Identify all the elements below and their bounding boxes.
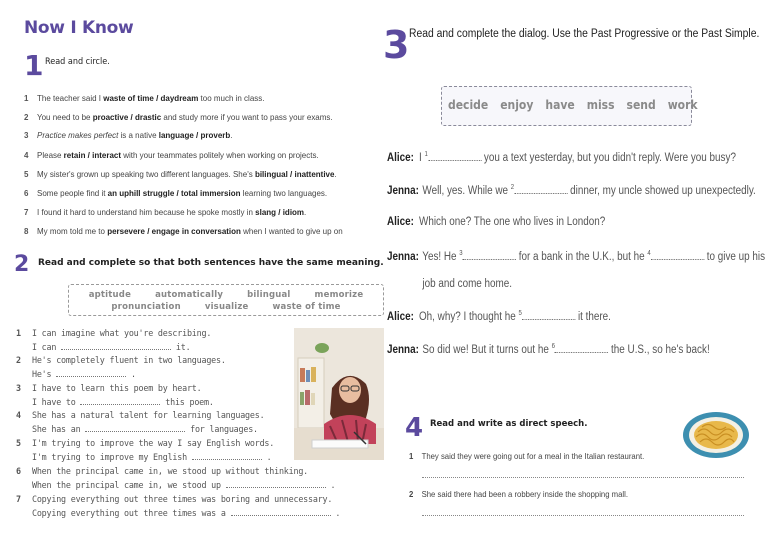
item-number: 2 <box>24 112 29 122</box>
speaker-name: Alice: <box>387 216 414 228</box>
item-number: 4 <box>16 410 21 420</box>
item-number: 1 <box>24 93 29 103</box>
answer-blank[interactable] <box>56 368 126 377</box>
spaghetti-plate-icon <box>682 410 750 460</box>
item-text: Practice makes perfect <box>37 130 119 140</box>
option-a[interactable]: proactive <box>92 112 129 122</box>
sentence-text: Copying everything out three times was a <box>32 508 231 518</box>
item-text: and study more if you want to pass your exams. <box>161 112 333 122</box>
option-separator: / <box>153 93 161 103</box>
option-a[interactable]: an uphill struggle <box>107 188 175 198</box>
item-text: . <box>304 207 307 217</box>
answer-blank[interactable] <box>428 150 481 161</box>
option-a[interactable]: language <box>158 130 194 140</box>
answer-blank[interactable] <box>555 342 608 353</box>
dialog-line <box>387 150 736 164</box>
item-number: 2 <box>16 355 21 365</box>
item-text: You need to be <box>37 112 93 122</box>
sentence-text: I have to learn this poem by heart. <box>32 383 202 393</box>
speaker-name: Alice: <box>387 152 414 164</box>
circle-item <box>24 226 343 236</box>
answer-blank[interactable] <box>463 249 516 260</box>
option-separator: / <box>144 226 152 236</box>
answer-blank[interactable] <box>192 451 262 460</box>
section-1-number: 1 <box>24 49 44 82</box>
blank-number: 3 <box>459 250 463 258</box>
word-bank-word: enjoy <box>500 98 534 112</box>
speech-item <box>409 489 628 499</box>
rewrite-original <box>16 383 201 393</box>
section-4-instruction: Read and write as direct speech. <box>430 419 588 429</box>
rewrite-target <box>32 479 335 490</box>
item-text: My sister's grown up speaking two different languages. She's <box>37 169 255 179</box>
section-3-number: 3 <box>383 23 410 67</box>
dialog-line <box>387 216 605 228</box>
option-b[interactable]: drastic <box>134 112 162 122</box>
circle-item <box>24 169 337 179</box>
item-number: 1 <box>16 328 21 338</box>
item-number: 7 <box>24 207 29 217</box>
option-a[interactable]: slang <box>255 207 277 217</box>
circle-item <box>24 188 327 198</box>
word-bank-word: work <box>667 98 698 112</box>
dialog-text: you a text yesterday, but you didn't reply. Were you busy? <box>481 152 736 164</box>
option-b[interactable]: interact <box>92 150 121 160</box>
rewrite-target <box>32 341 190 352</box>
speaker-name: Jenna: <box>387 251 419 263</box>
item-text: I found it hard to understand him because he spoke mostly in <box>37 207 256 217</box>
dialog-line <box>387 278 512 290</box>
dialog-line <box>387 183 756 197</box>
section-3-instruction: Read and complete the dialog. Use the Past Progressive or the Past Simple. <box>409 28 760 40</box>
word-bank-word: decide <box>448 98 489 112</box>
rewrite-original <box>16 328 211 338</box>
item-number: 4 <box>24 150 29 160</box>
option-separator: / <box>276 207 283 217</box>
answer-line[interactable] <box>422 515 744 516</box>
rewrite-target <box>32 451 271 462</box>
sentence-text: When the principal came in, we stood up without thinking. <box>32 466 309 476</box>
page-title: Now I Know <box>24 18 134 38</box>
sentence-text: . <box>261 452 272 462</box>
answer-line[interactable] <box>422 477 744 478</box>
option-b[interactable]: proverb <box>200 130 231 140</box>
option-a[interactable]: bilingual <box>254 169 288 179</box>
item-number: 5 <box>16 438 21 448</box>
sentence-text: She has a natural talent for learning languages. <box>32 410 265 420</box>
word-bank-word: have <box>545 98 575 112</box>
sentence-text: I can <box>32 342 62 352</box>
sentence-text: She has an <box>32 424 86 434</box>
section-2-number: 2 <box>14 252 30 277</box>
speaker-name: Jenna: <box>387 185 419 197</box>
item-number: 6 <box>16 466 21 476</box>
sentence-text: When the principal came in, we stood up <box>32 480 226 490</box>
rewrite-original <box>16 438 274 448</box>
sentence-text: it. <box>171 342 191 352</box>
rewrite-original <box>16 355 226 365</box>
option-b[interactable]: engage in conversation <box>151 226 241 236</box>
word-bank-word: pronunciation <box>111 302 181 312</box>
option-a[interactable]: retain <box>63 150 86 160</box>
item-text: with your teammates politely when working on projects. <box>120 150 319 160</box>
item-text: when I wanted to give up on <box>240 226 343 236</box>
dialog-line <box>387 249 765 263</box>
dialog-text: Oh, why? I thought he <box>416 311 519 323</box>
option-separator: / <box>287 169 295 179</box>
answer-blank[interactable] <box>226 479 326 488</box>
sentence-text: I can imagine what you're describing. <box>32 328 212 338</box>
speaker-name: Alice: <box>387 311 414 323</box>
item-number: 1 <box>409 451 414 461</box>
dialog-text: So did we! But it turns out he <box>419 344 552 356</box>
item-text: Some people find it <box>37 188 108 198</box>
item-number: 3 <box>24 130 29 140</box>
option-separator: / <box>128 112 135 122</box>
item-text: Please <box>37 150 64 160</box>
rewrite-target <box>32 396 214 407</box>
item-text: is a native <box>118 130 159 140</box>
rewrite-original <box>16 494 332 504</box>
word-bank-word: visualize <box>204 302 249 312</box>
word-bank-word: miss <box>586 98 615 112</box>
option-separator: / <box>174 188 181 198</box>
sentence-text: . <box>126 369 136 379</box>
blank-number: 6 <box>551 343 555 351</box>
answer-blank[interactable] <box>61 341 171 350</box>
section-2-word-box <box>68 284 384 316</box>
dialog-text: for a bank in the U.K., but he <box>515 251 648 263</box>
option-b[interactable]: daydream <box>160 93 199 103</box>
blank-number: 5 <box>518 310 522 318</box>
rewrite-target <box>32 507 340 518</box>
item-text: too much in class. <box>198 93 265 103</box>
answer-blank[interactable] <box>522 309 575 320</box>
option-separator: / <box>85 150 93 160</box>
item-number: 6 <box>24 188 29 198</box>
blank-number: 2 <box>510 184 515 192</box>
option-separator: / <box>193 130 201 140</box>
option-a[interactable]: persevere <box>107 226 145 236</box>
item-text: They said they were going out for a meal in the Italian restaurant. <box>421 451 645 461</box>
circle-item <box>24 93 264 103</box>
word-bank-word: aptitude <box>88 290 132 300</box>
dialog-text: Which one? The one who lives in London? <box>416 216 606 228</box>
circle-item <box>24 150 319 160</box>
item-number: 7 <box>16 494 21 504</box>
sentence-text: for languages. <box>185 424 258 434</box>
word-bank-word: send <box>626 98 656 112</box>
word-bank-word: automatically <box>155 290 224 300</box>
item-text: My mom told me to <box>37 226 108 236</box>
dialog-text: dinner, my uncle showed up unexpectedly. <box>567 185 756 197</box>
speaker-name: Jenna: <box>387 344 419 356</box>
dialog-text: I <box>416 152 425 164</box>
item-text: . <box>334 169 337 179</box>
sentence-text: He's <box>32 369 57 379</box>
option-a[interactable]: waste of time <box>103 93 154 103</box>
option-b[interactable]: idiom <box>282 207 305 217</box>
rewrite-original <box>16 410 264 420</box>
dialog-line <box>387 309 611 323</box>
circle-item <box>24 207 306 217</box>
answer-blank[interactable] <box>80 396 160 405</box>
section-3-word-box <box>441 86 698 126</box>
item-number: 3 <box>16 383 21 393</box>
student-studying-photo <box>294 328 384 460</box>
dialog-text: Well, yes. While we <box>419 185 511 197</box>
dialog-text: to give up his <box>704 251 766 263</box>
item-text: She said there had been a robbery inside the shopping mall. <box>421 489 628 499</box>
item-text: . <box>230 130 233 140</box>
sentence-text: I'm trying to improve the way I say English words. <box>32 438 275 448</box>
sentence-text: Copying everything out three times was boring and unnecessary. <box>32 494 333 504</box>
section-4-number: 4 <box>405 413 424 443</box>
sentence-text: . <box>330 508 341 518</box>
answer-blank[interactable] <box>651 249 704 260</box>
circle-item <box>24 130 232 140</box>
answer-blank[interactable] <box>514 183 567 194</box>
rewrite-target <box>32 423 258 434</box>
sentence-text: I have to <box>32 397 81 407</box>
option-b[interactable]: inattentive <box>294 169 335 179</box>
dialog-line <box>387 342 710 356</box>
dialog-text: job and come home. <box>419 278 513 290</box>
dialog-text: the U.S., so he's back! <box>608 344 710 356</box>
item-number: 2 <box>409 489 414 499</box>
speech-item <box>409 451 644 461</box>
word-bank-word: memorize <box>314 290 364 300</box>
answer-blank[interactable] <box>85 423 185 432</box>
option-b[interactable]: total immersion <box>180 188 241 198</box>
item-text: learning two languages. <box>240 188 328 198</box>
sentence-text: He's completely fluent in two languages. <box>32 355 226 365</box>
section-1-instruction: Read and circle. <box>45 57 110 67</box>
dialog-text: Yes! He <box>419 251 460 263</box>
dialog-text: it there. <box>575 311 611 323</box>
rewrite-original <box>16 466 308 476</box>
rewrite-target <box>32 368 136 379</box>
item-text: The teacher said I <box>37 93 104 103</box>
answer-blank[interactable] <box>231 507 331 516</box>
sentence-text: this poem. <box>160 397 214 407</box>
blank-number: 1 <box>424 151 428 159</box>
section-2-instruction: Read and complete so that both sentences have the same meaning. <box>38 258 384 268</box>
item-number: 5 <box>24 169 29 179</box>
sentence-text: . <box>325 480 336 490</box>
sentence-text: I'm trying to improve my English <box>32 452 192 462</box>
item-number: 8 <box>24 226 29 236</box>
word-bank-word: waste of time <box>272 302 341 312</box>
word-bank-word: bilingual <box>247 290 291 300</box>
circle-item <box>24 112 333 122</box>
blank-number: 4 <box>647 250 651 258</box>
